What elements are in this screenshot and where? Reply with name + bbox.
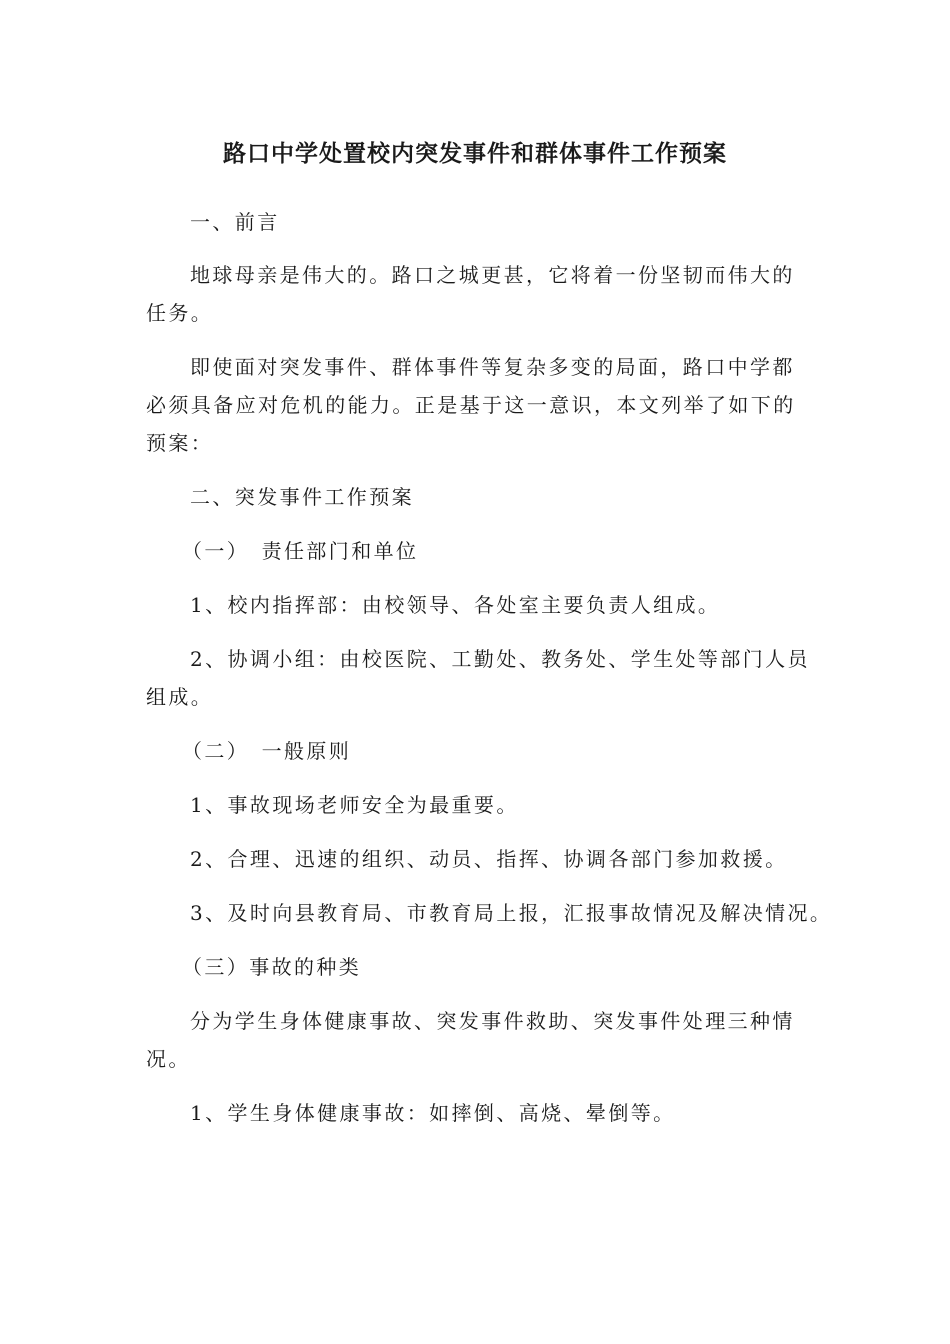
list-item: 1、事故现场老师安全为最重要。 (190, 793, 519, 817)
list-item: 2、合理、迅速的组织、动员、指挥、协调各部门参加救援。 (190, 847, 788, 871)
list-item-continuation: 组成。 (146, 685, 214, 709)
paragraph-line: 地球母亲是伟大的。路口之城更甚，它将着一份坚韧而伟大的 (190, 263, 795, 287)
paragraph-line: 况。 (146, 1047, 191, 1071)
paragraph-line: 必须具备应对危机的能力。正是基于这一意识，本文列举了如下的 (146, 393, 796, 417)
section-heading-preface: 一、前言 (190, 210, 280, 234)
paragraph-line: 预案： (146, 431, 214, 455)
subsection-heading-responsibility: （一） 责任部门和单位 (182, 539, 419, 563)
paragraph-line: 分为学生身体健康事故、突发事件救助、突发事件处理三种情 (190, 1009, 795, 1033)
list-item: 1、校内指挥部：由校领导、各处室主要负责人组成。 (190, 593, 721, 617)
list-item: 2、协调小组：由校医院、工勤处、教务处、学生处等部门人员 (190, 647, 810, 671)
paragraph-line: 任务。 (146, 301, 214, 325)
list-item: 3、及时向县教育局、市教育局上报，汇报事故情况及解决情况。 (190, 901, 833, 925)
list-item: 1、学生身体健康事故：如摔倒、高烧、晕倒等。 (190, 1101, 676, 1125)
paragraph-line: 即使面对突发事件、群体事件等复杂多变的局面，路口中学都 (190, 355, 795, 379)
section-heading-plan: 二、突发事件工作预案 (190, 485, 414, 509)
subsection-heading-types: （三）事故的种类 (182, 955, 362, 979)
document-title: 路口中学处置校内突发事件和群体事件工作预案 (223, 141, 727, 167)
subsection-heading-principles: （二） 一般原则 (182, 739, 352, 763)
